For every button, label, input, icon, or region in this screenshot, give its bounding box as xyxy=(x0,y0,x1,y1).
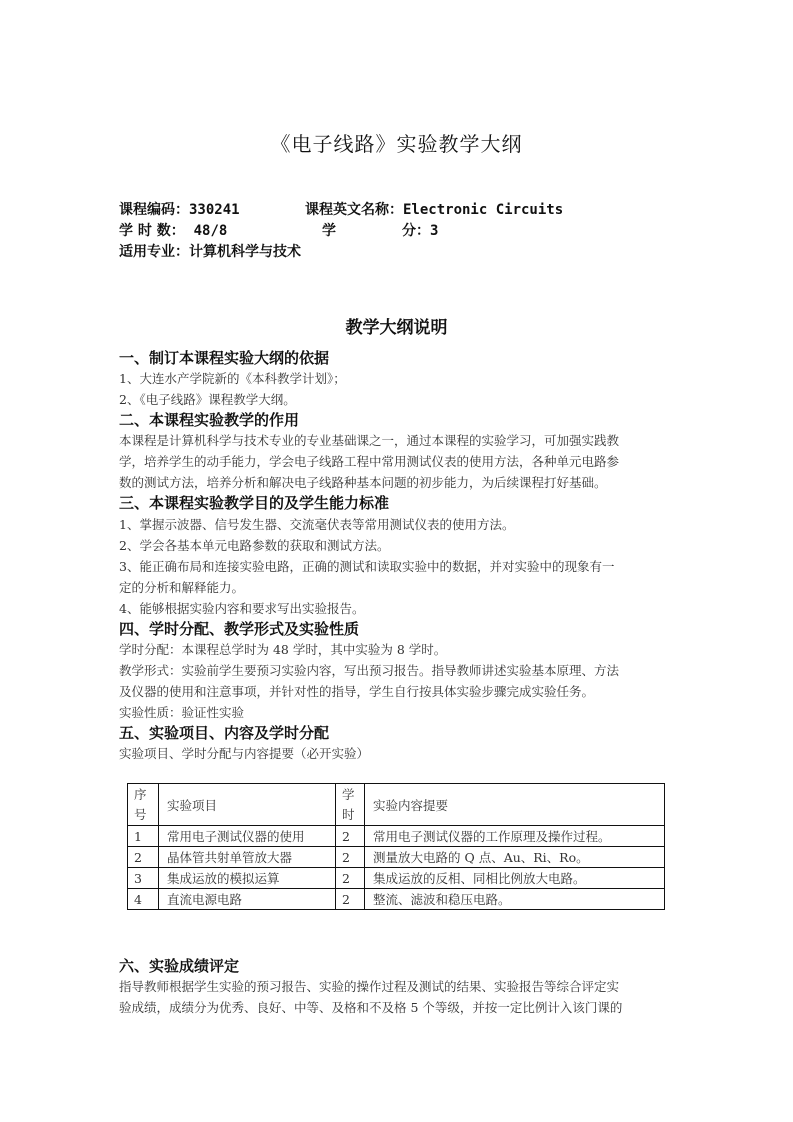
section-6-line-2: 验成绩，成绩分为优秀、良好、中等、及格和不及格 5 个等级，并按一定比例计入该门课的 xyxy=(119,1000,623,1015)
cell-hours: 2 xyxy=(336,889,365,910)
table-row xyxy=(128,826,665,847)
credit-line xyxy=(402,220,438,240)
credit-value: 3 xyxy=(430,223,439,239)
cell-item: 直流电源电路 xyxy=(159,889,336,910)
hours-line xyxy=(119,220,227,240)
cell-no: 3 xyxy=(128,868,159,889)
section-5-line-1: 实验项目、学时分配与内容提要（必开实验） xyxy=(119,746,370,761)
section-2-line-2: 学，培养学生的动手能力，学会电子线路工程中常用测试仪表的使用方法，各种单元电路参 xyxy=(119,454,620,469)
hours-value: 48/8 xyxy=(193,223,228,239)
header-hours xyxy=(336,784,365,826)
cell-item: 集成运放的模拟运算 xyxy=(159,868,336,889)
cell-item: 晶体管共射单管放大器 xyxy=(159,847,336,868)
section-4-line-4: 实验性质：验证性实验 xyxy=(119,705,245,720)
header-no xyxy=(128,784,159,826)
table-row xyxy=(128,847,665,868)
major-line xyxy=(119,241,301,261)
header-content: 实验内容提要 xyxy=(365,784,665,826)
credit-label-part1: 学 xyxy=(322,223,336,239)
cell-content: 常用电子测试仪器的工作原理及操作过程。 xyxy=(365,826,665,847)
section-4-line-3: 及仪器的使用和注意事项，并针对性的指导，学生自行按具体实验步骤完成实验任务。 xyxy=(119,684,595,699)
section-2-heading: 二、本课程实验教学的作用 xyxy=(119,411,300,429)
section-5-heading: 五、实验项目、内容及学时分配 xyxy=(119,724,330,742)
section-4-line-2: 教学形式：实验前学生要预习实验内容，写出预习报告。指导教师讲述实验基本原理、方法 xyxy=(119,663,620,678)
section-3-line-2: 2、学会各基本单元电路参数的获取和测试方法。 xyxy=(119,538,390,553)
cell-content: 整流、滤波和稳压电路。 xyxy=(365,889,665,910)
cell-no: 4 xyxy=(128,889,159,910)
table-row xyxy=(128,868,665,889)
header-no-part1: 序 xyxy=(134,786,147,802)
section-6-heading: 六、实验成绩评定 xyxy=(119,957,240,975)
document-title: 《电子线路》实验教学大纲 xyxy=(270,132,523,156)
credit-label-part2: 分： xyxy=(402,223,430,239)
cell-no: 2 xyxy=(128,847,159,868)
hours-label: 学 时 数： xyxy=(119,223,185,239)
section-2-line-3: 数的测试方法，培养分析和解决电子线路种基本问题的初步能力，为后续课程打好基础。 xyxy=(119,475,607,490)
cell-hours: 2 xyxy=(336,847,365,868)
section-6-line-1: 指导教师根据学生实验的预习报告、实验的操作过程及测试的结果、实验报告等综合评定实 xyxy=(119,979,620,994)
english-name-label: 课程英文名称： xyxy=(305,202,403,218)
section-3-line-4: 定的分析和解释能力。 xyxy=(119,580,245,595)
cell-content: 测量放大电路的 Q 点、Au、Ri、Ro。 xyxy=(365,847,665,868)
section-4-line-1: 学时分配：本课程总学时为 48 学时，其中实验为 8 学时。 xyxy=(119,642,447,657)
experiment-table xyxy=(127,783,665,910)
section-1-line-2: 2、《电子线路》课程教学大纲。 xyxy=(119,392,296,407)
major-value: 计算机科学与技术 xyxy=(189,244,301,260)
section-3-line-5: 4、能够根据实验内容和要求写出实验报告。 xyxy=(119,601,365,616)
course-code-value: 330241 xyxy=(189,202,240,218)
section-3-heading: 三、本课程实验教学目的及学生能力标准 xyxy=(119,494,390,512)
cell-content: 集成运放的反相、同相比例放大电路。 xyxy=(365,868,665,889)
section-1-line-1: 1、大连水产学院新的《本科教学计划》； xyxy=(119,371,346,386)
course-code-label: 课程编码： xyxy=(119,202,189,218)
section-subtitle: 教学大纲说明 xyxy=(345,318,448,338)
header-no-part2: 号 xyxy=(134,806,147,822)
major-label: 适用专业： xyxy=(119,244,189,260)
section-3-line-1: 1、掌握示波器、信号发生器、交流毫伏表等常用测试仪表的使用方法。 xyxy=(119,517,515,532)
english-name-line xyxy=(305,199,563,219)
table-row xyxy=(128,889,665,910)
course-code-line xyxy=(119,199,240,219)
cell-hours: 2 xyxy=(336,868,365,889)
cell-hours: 2 xyxy=(336,826,365,847)
table-header-row xyxy=(128,784,665,826)
header-item: 实验项目 xyxy=(159,784,336,826)
section-1-heading: 一、制订本课程实验大纲的依据 xyxy=(119,349,330,367)
section-3-line-3: 3、能正确布局和连接实验电路，正确的测试和读取实验中的数据，并对实验中的现象有一 xyxy=(119,559,615,574)
header-hours-part2: 时 xyxy=(342,806,355,822)
header-hours-part1: 学 xyxy=(342,786,355,802)
cell-item: 常用电子测试仪器的使用 xyxy=(159,826,336,847)
section-4-heading: 四、学时分配、教学形式及实验性质 xyxy=(119,620,360,638)
cell-no: 1 xyxy=(128,826,159,847)
english-name-value: Electronic Circuits xyxy=(403,202,564,218)
section-2-line-1: 本课程是计算机科学与技术专业的专业基础课之一，通过本课程的实验学习，可加强实践教 xyxy=(119,433,620,448)
